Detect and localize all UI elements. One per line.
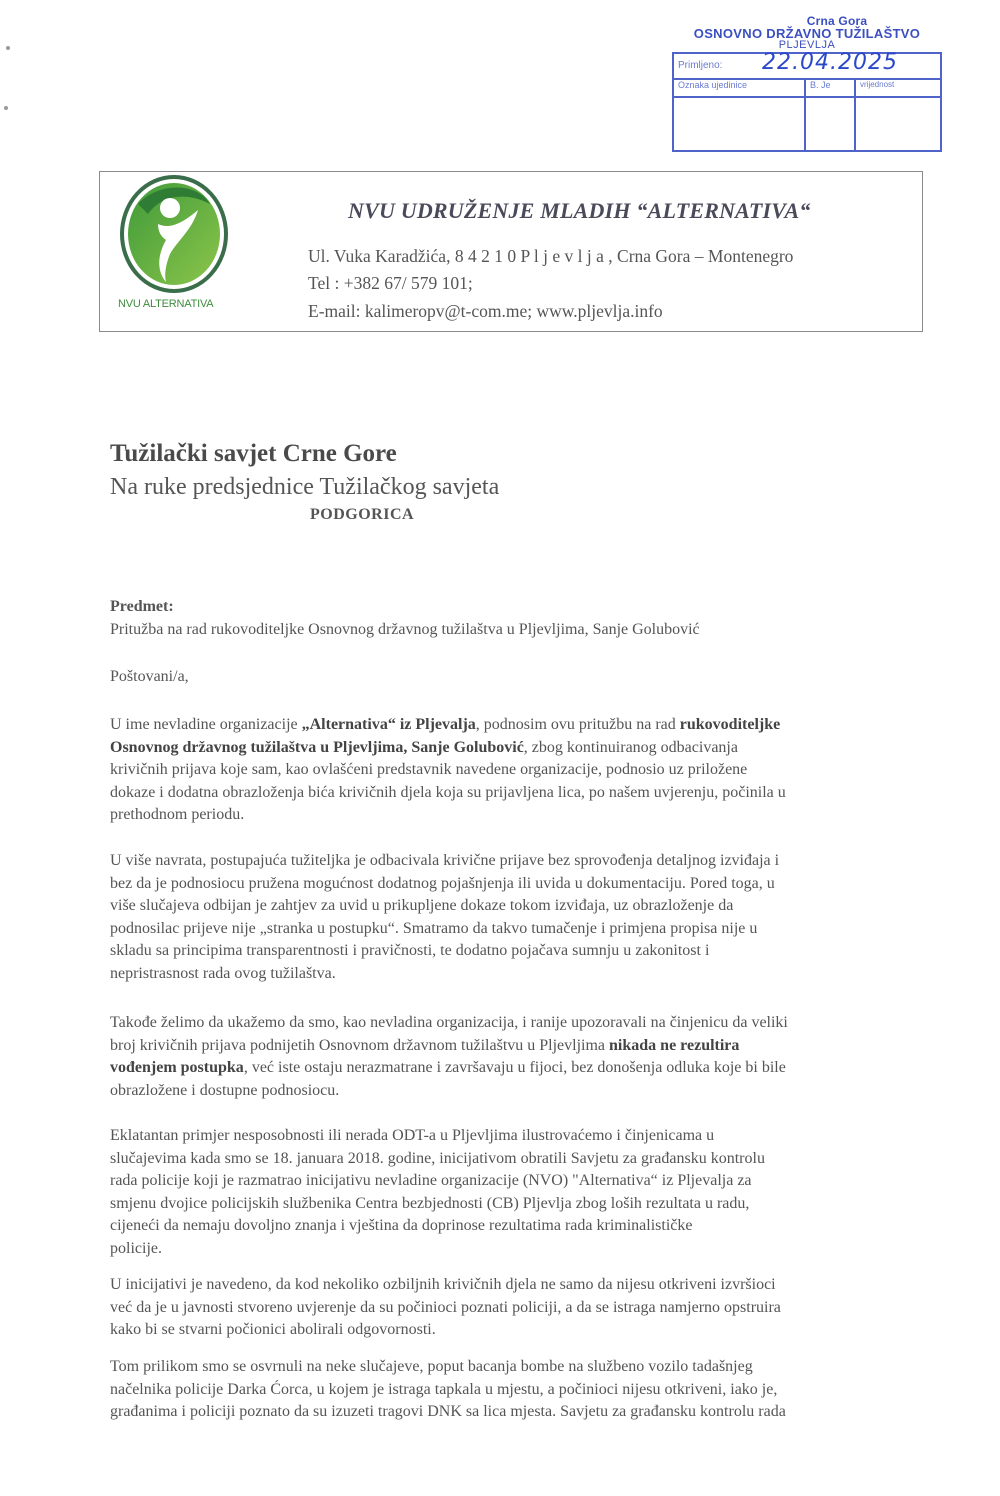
paragraph-line — [110, 1057, 940, 1080]
organization-logo — [118, 174, 230, 324]
paragraph-line — [110, 737, 940, 760]
paragraph-line: cijeneći da nemaju dovoljno znanja i vještina da doprinose rezultatima rada kriminalističke — [110, 1217, 693, 1235]
organization-phone: Tel : +382 67/ 579 101; — [308, 273, 473, 293]
bold-text-run: nikada ne rezultira — [609, 1036, 740, 1054]
text-run: U ime nevladine organizacije — [110, 716, 302, 733]
addressee-attention: Na ruke predsjednice Tužilačkog savjeta — [110, 474, 500, 500]
paragraph-line: Eklatantan primjer nesposobnosti ili nerada ODT-a u Pljevljima ilustrovaćemo i činjenicama u — [110, 1127, 715, 1144]
paragraph-line: skladu sa principima transparentnosti i pravičnosti, te dodatno pojačava sumnju u zakonitost i — [110, 942, 710, 960]
paragraph-line: U više navrata, postupajuća tužiteljka je odbacivala krivične prijave bez sprovođenja detaljnog izviđaja i — [110, 852, 780, 869]
paragraph-line: dokaze i dodatna obrazloženja bića krivičnih djela koja su prijavljena lica, po našem uvjerenju, počinila u — [110, 783, 786, 801]
stamp-col3-label: vrijednost — [860, 80, 895, 89]
scan-speck — [4, 106, 8, 110]
paragraph-line: Takođe želimo da ukažemo da smo, kao nevladina organizacija, i ranije upozoravali na činjenicu da veliki — [110, 1014, 788, 1031]
paragraph-line: rada policije koji je razmatrao inicijativu nevladine organizacije (NVO) "Alternativa“ iz Pljevalja za — [110, 1172, 752, 1190]
body-paragraph — [110, 714, 940, 827]
bold-text-run: „Alternativa“ iz Pljevalja — [301, 716, 476, 733]
subject-label: Predmet: — [110, 598, 174, 615]
reception-stamp — [668, 14, 946, 142]
paragraph-line: Tom prilikom smo se osvrnuli na neke slučajeve, poput bacanja bombe na službeno vozilo tadašnjeg — [110, 1358, 753, 1375]
paragraph-line: krivičnih prijava koje sam, kao ovlašćeni predstavnik navedene organizacije, podnosio uz priložene — [110, 761, 748, 779]
paragraph-line — [110, 714, 940, 737]
paragraph-line: nepristrasnost rada ovog tužilaštva. — [110, 964, 336, 982]
stamp-country: Crna Gora — [806, 14, 868, 28]
paragraph-line: već da je u javnosti stvoreno uvjerenje da su počinioci poznati policiji, a da se istraga namjerno opstruira — [110, 1298, 781, 1316]
paragraph-line — [110, 1035, 940, 1058]
letterhead — [99, 171, 923, 332]
body-paragraph — [110, 1356, 940, 1424]
stamp-box — [672, 52, 942, 152]
text-run: , zbog kontinuiranog odbacivanja — [523, 738, 738, 756]
organization-email: E-mail: kalimeropv@t-com.me; www.pljevlja.info — [308, 301, 663, 321]
paragraph-line: smjenu dvojice policijskih službenika Centra bezbjednosti (CB) Pljevlja zbog loših rezultata u radu, — [110, 1194, 750, 1212]
bold-text-run: vođenjem postupka — [110, 1059, 244, 1077]
scan-speck — [6, 46, 10, 50]
bold-text-run: rukovoditeljke — [679, 716, 781, 733]
paragraph-line: bez da je podnosiocu pružena mogućnost dodatnog pojašnjenja ili uvida u dokumentaciju. Pored toga, u — [110, 874, 775, 892]
logo-caption: NVU ALTERNATIVA — [118, 298, 214, 310]
paragraph-line: policije. — [110, 1239, 162, 1257]
subject-text: Pritužba na rad rukovoditeljke Osnovnog državnog tužilaštva u Pljevljima, Sanje Golubović — [110, 621, 700, 638]
greeting: Poštovani/a, — [110, 668, 189, 685]
paragraph-line: prethodnom periodu. — [110, 806, 245, 824]
alternativa-logo-icon — [118, 174, 230, 294]
organization-address: Ul. Vuka Karadžića, 8 4 2 1 0 P l j e v l j a , Crna Gora – Montenegro — [308, 246, 794, 266]
paragraph-line: građanima i policiji poznato da su izuzeti tragovi DNK sa lica mjesta. Savjetu za građansku kontrolu rada — [110, 1403, 786, 1421]
stamp-row-mark — [674, 78, 940, 98]
paragraph-line: U inicijativi je navedeno, da kod nekoliko ozbiljnih krivičnih djela ne samo da nijesu otkriveni izvršioci — [110, 1276, 776, 1293]
stamp-received-label: Primljeno: — [678, 60, 723, 71]
body-paragraph — [110, 1125, 940, 1261]
organization-name: NVU UDRUŽENJE MLADIH “ALTERNATIVA“ — [348, 198, 811, 223]
body-paragraph — [110, 1012, 940, 1102]
paragraph-line: podnosilac prijeve nije „stranka u postupku“. Smatramo da takvo tumačenje i primjena propisa nije u — [110, 919, 758, 937]
stamp-row-received — [674, 50, 940, 80]
stamp-mark-label: Oznaka ujedinice — [678, 80, 748, 90]
stamp-institution: OSNOVNO DRŽAVNO TUŽILAŠTVO — [693, 26, 921, 41]
text-run: , podnosim ovu pritužbu na rad — [475, 716, 680, 733]
bold-text-run: Osnovnog državnog tužilaštva u Pljevljima, Sanje Golubović — [110, 738, 524, 756]
stamp-divider — [854, 78, 856, 150]
stamp-received-date: 22.04.2025 — [762, 50, 898, 75]
paragraph-line: više slučajeva odbijan je zahtjev za uvid u prikupljene dokaze tokom izviđaja, uz obrazloženje da — [110, 897, 734, 915]
paragraph-line: načelnika policije Darka Ćorca, u kojem je istraga tapkala u mjestu, a počinioci nijesu otkriveni, iako je, — [110, 1380, 778, 1398]
stamp-col2-label: B. Je — [810, 80, 831, 90]
paragraph-line: slučajevima kada smo se 18. januara 2018. godine, inicijativom obratili Savjetu za građansku kontrolu — [110, 1149, 765, 1167]
text-run: , već iste ostaju nerazmatrane i završavaju u fijoci, bez donošenja odluka koje bi bile — [243, 1059, 786, 1077]
addressee-city: PODGORICA — [310, 506, 415, 523]
stamp-divider — [804, 78, 806, 150]
stamp-city: PLJEVLJA — [778, 39, 836, 51]
addressee-title: Tužilački savjet Crne Gore — [110, 440, 397, 467]
body-paragraph — [110, 1274, 940, 1342]
paragraph-line: kako bi se stvarni počionici abolirali odgovornosti. — [110, 1321, 436, 1339]
paragraph-line: obrazložene i dostupne podnosiocu. — [110, 1081, 340, 1099]
body-paragraph — [110, 850, 940, 986]
text-run: broj krivičnih prijava podnijetih Osnovnom državnom tužilaštvu u Pljevljima — [110, 1036, 610, 1054]
